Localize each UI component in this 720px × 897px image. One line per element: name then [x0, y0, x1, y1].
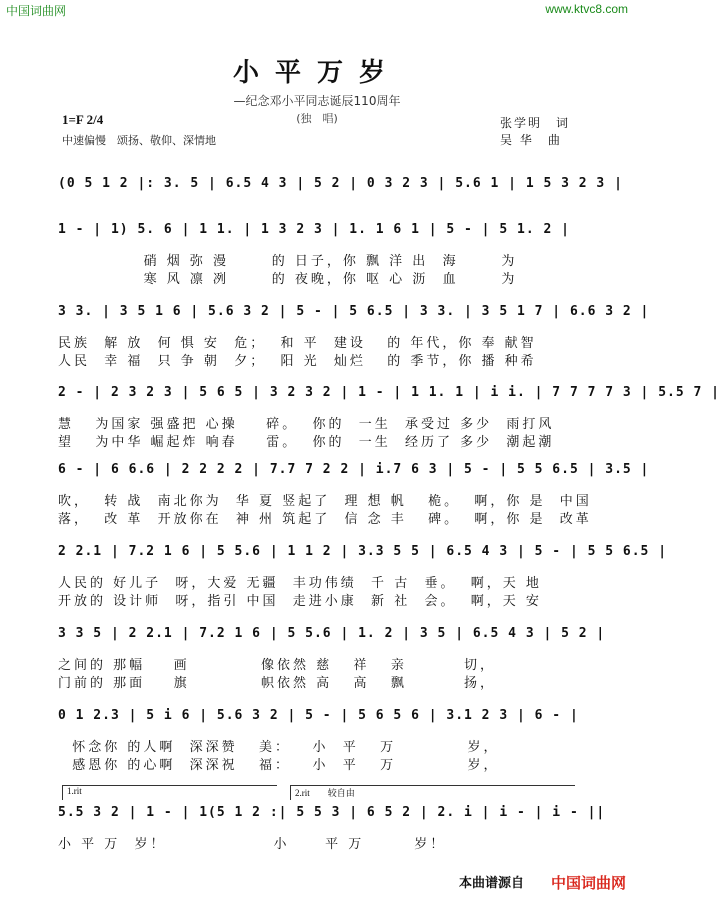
lyric-verse-1: 之间的 那幅 画 像依然 慈 祥 亲 切， — [58, 658, 496, 673]
notation-line: 6 - | 6 6.6 | 2 2 2 2 | 7.7 7 2 2 | i.7 6 3 | 5 - | 5 5 6.5 | 3.5 | — [58, 462, 650, 477]
lyric-verse-2: 人民 幸 福 只 争 朝 夕； 阳 光 灿烂 的 季节，你 播 种希 — [58, 354, 537, 369]
lyric-verse-1: 硝 烟 弥 漫 的 日子，你 飘 洋 出 海 为 — [58, 254, 518, 269]
first-ending-label: 1.rit — [67, 786, 82, 796]
lyric-verse-2: 寒 风 凛 冽 的 夜晚，你 呕 心 沥 血 为 — [58, 272, 518, 287]
composer-credit: 吴 华 曲 — [500, 133, 562, 147]
key-signature: 1=F 2/4 — [62, 112, 104, 127]
lyric-verse-2: 感恩你 的心啊 深深祝 福： 小 平 万 岁， — [58, 758, 500, 773]
first-ending-bracket — [62, 785, 277, 800]
lyric-verse-1: 慧 为国家 强盛把 心操 碎。 你的 一生 承受过 多少 雨打风 — [58, 417, 555, 432]
lyric-verse-2: 门前的 那面 旗 帜依然 高 高 飘 扬， — [58, 676, 496, 691]
footer-site-name: 中国词曲网 — [550, 874, 626, 892]
notation-line: 2 2.1 | 7.2 1 6 | 5 5.6 | 1 1 2 | 3.3 5 5 | 6.5 4 3 | 5 - | 5 5 6.5 | — [58, 544, 668, 559]
footer-source-label: 本曲谱源自 — [458, 876, 524, 891]
second-ending-label: 2.rit 较自由 — [295, 788, 355, 798]
notation-line: 3 3. | 3 5 1 6 | 5.6 3 2 | 5 - | 5 6.5 | 3 3. | 3 5 1 7 | 6.6 3 2 | — [58, 304, 650, 319]
score-title: 小平万岁 — [232, 58, 401, 88]
second-ending-bracket — [290, 785, 575, 800]
lyric-verse-1: 怀念你 的人啊 深深赞 美： 小 平 万 岁， — [58, 740, 500, 755]
notation-line: 1 - | 1) 5. 6 | 1 1. | 1 3 2 3 | 1. 1 6 1 | 5 - | 5 1. 2 | — [58, 222, 570, 237]
notation-line: 5.5 3 2 | 1 - | 1(5 1 2 :| 5 5 3 | 6 5 2 | 2. i | i - | i - || — [58, 805, 606, 820]
notation-line: 0 1 2.3 | 5 i 6 | 5.6 3 2 | 5 - | 5 6 5 6 | 3.1 2 3 | 6 - | — [58, 708, 579, 723]
lyric-verse-2: 开放的 设计师 呀，指引 中国 走进小康 新 社 会。 啊，天 安 — [58, 594, 542, 609]
lyric-verse-2: 落， 改 革 开放你在 神 州 筑起了 信 念 丰 碑。 啊，你 是 改革 — [58, 512, 592, 527]
lyricist-credit: 张学明 词 — [500, 116, 571, 130]
score-subtitle: —纪念邓小平同志诞辰110周年 — [233, 94, 401, 108]
notation-line: 2 - | 2 3 2 3 | 5 6 5 | 3 2 3 2 | 1 - | 1 1. 1 | i i. | 7 7 7 7 3 | 5.5 7 | — [58, 385, 720, 400]
notation-line: 3 3 5 | 2 2.1 | 7.2 1 6 | 5 5.6 | 1. 2 | 3 5 | 6.5 4 3 | 5 2 | — [58, 626, 606, 641]
notation-line: (0 5 1 2 |: 3. 5 | 6.5 4 3 | 5 2 | 0 3 2 3 | 5.6 1 | 1 5 3 2 3 | — [58, 176, 623, 191]
tempo-marking: 中速偏慢 颂扬、敬仰、深情地 — [62, 134, 216, 147]
lyric-verse-1: 民族 解 放 何 惧 安 危； 和 平 建设 的 年代，你 奉 献智 — [58, 336, 537, 351]
performance-note: (独 唱) — [296, 112, 338, 125]
lyric-verse-2: 望 为中华 崛起炸 响春 雷。 你的 一生 经历了 多少 潮起潮 — [58, 435, 555, 450]
lyric-verse-1: 小 平 万 岁！ 小 平 万 岁！ — [58, 837, 447, 852]
watermark-right: www.ktvc8.com — [545, 2, 628, 16]
watermark-left: 中国词曲网 — [6, 4, 67, 18]
lyric-verse-1: 人民的 好儿子 呀，大爱 无疆 丰功伟绩 千 古 垂。 啊，天 地 — [58, 576, 542, 591]
lyric-verse-1: 吹， 转 战 南北你为 华 夏 竖起了 理 想 帆 桅。 啊，你 是 中国 — [58, 494, 592, 509]
